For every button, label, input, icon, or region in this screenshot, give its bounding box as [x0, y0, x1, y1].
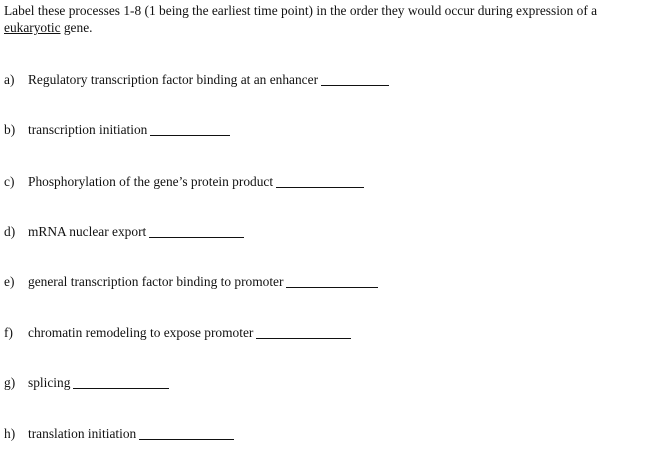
- answer-blank-a[interactable]: [321, 84, 389, 86]
- question-item-f: [4, 325, 351, 341]
- instructions-line-1: Label these processes 1-8 (1 being the earliest time point) in the order they would occur during expression of a: [4, 3, 598, 18]
- instructions-underlined-word: eukaryotic: [4, 20, 61, 35]
- item-letter: d): [4, 224, 16, 239]
- question-item-a: [4, 72, 389, 88]
- item-text: splicing: [28, 375, 71, 390]
- item-letter: e): [4, 274, 15, 289]
- question-item-h: [4, 426, 234, 442]
- question-item-e: [4, 274, 378, 290]
- item-text: general transcription factor binding to promoter: [28, 274, 284, 289]
- answer-blank-f[interactable]: [256, 337, 351, 339]
- answer-blank-g[interactable]: [73, 387, 169, 389]
- item-letter: h): [4, 426, 16, 441]
- item-letter: g): [4, 375, 16, 390]
- question-item-b: [4, 122, 230, 138]
- item-text: transcription initiation: [28, 122, 148, 137]
- item-letter: f): [4, 325, 13, 340]
- answer-blank-c[interactable]: [276, 186, 364, 188]
- answer-blank-b[interactable]: [150, 134, 230, 136]
- item-text: mRNA nuclear export: [28, 224, 147, 239]
- answer-blank-e[interactable]: [286, 286, 378, 288]
- item-text: chromatin remodeling to expose promoter: [28, 325, 254, 340]
- answer-blank-d[interactable]: [149, 236, 244, 238]
- question-item-d: [4, 224, 244, 240]
- instructions: [4, 2, 664, 36]
- item-text: Regulatory transcription factor binding at an enhancer: [28, 72, 319, 87]
- item-text: translation initiation: [28, 426, 137, 441]
- question-item-c: [4, 174, 364, 190]
- question-item-g: [4, 375, 169, 391]
- item-letter: a): [4, 72, 15, 87]
- answer-blank-h[interactable]: [139, 438, 234, 440]
- item-text: Phosphorylation of the gene’s protein product: [28, 174, 274, 189]
- item-letter: b): [4, 122, 16, 137]
- item-letter: c): [4, 174, 15, 189]
- instructions-line-2-rest: gene.: [60, 20, 93, 35]
